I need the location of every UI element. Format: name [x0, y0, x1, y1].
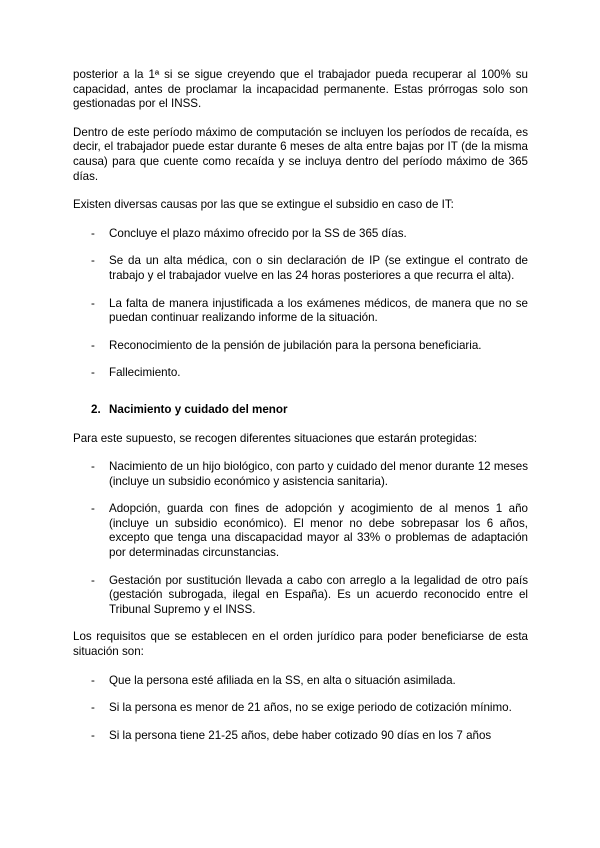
bullet-dash: -: [91, 673, 95, 687]
paragraph-protected-situations: Para este supuesto, se recogen diferentes situaciones que estarán protegidas:: [73, 431, 478, 445]
bullet-dash: -: [91, 728, 95, 742]
list-item-text: Nacimiento de un hijo biológico, con parto y cuidado del menor durante 12 meses (incluye un subsidio económico y asistencia sanitaria).: [109, 460, 528, 488]
bullet-dash: -: [91, 502, 95, 516]
list-item-text: La falta de manera injustificada a los exámenes médicos, de manera que no se puedan continuar realizando informe de la situación.: [109, 296, 528, 325]
section-number: 2.: [91, 402, 101, 416]
list-item: [73, 254, 528, 283]
list-item-text: Si la persona es menor de 21 años, no se exige periodo de cotización mínimo.: [109, 701, 512, 715]
section-title: Nacimiento y cuidado del menor: [109, 402, 288, 416]
paragraph-extinction-causes: Existen diversas causas por las que se extingue el subsidio en caso de IT:: [73, 198, 454, 212]
list-item-text: Si la persona tiene 21-25 años, debe haber cotizado 90 días en los 7 años: [109, 728, 492, 742]
requirements-list: [73, 674, 528, 744]
list-item: [73, 729, 528, 744]
paragraph-recovery: posterior a la 1ª si se sigue creyendo que el trabajador pueda recuperar al 100% su capacidad, antes de proclamar la incapacidad permanente. Estas prórrogas solo son gestionadas por el INSS.: [73, 68, 528, 111]
bullet-dash: -: [91, 460, 95, 474]
list-item: [73, 366, 528, 381]
bullet-dash: -: [91, 701, 95, 715]
list-item: [73, 460, 528, 489]
bullet-dash: -: [91, 254, 95, 268]
bullet-dash: -: [91, 226, 95, 240]
paragraph-computation-period: Dentro de este período máximo de computación se incluyen los períodos de recaída, es decir, el trabajador puede estar durante 6 meses de alta entre bajas por IT (de la misma causa) para que cuente como recaída y se incluya dentro del período máximo de 365 días.: [73, 125, 528, 183]
section-heading: [73, 403, 528, 418]
list-item: [73, 674, 528, 689]
list-item-text: Concluye el plazo máximo ofrecido por la SS de 365 días.: [109, 226, 407, 240]
list-item-text: Se da un alta médica, con o sin declaración de IP (se extingue el contrato de trabajo y el trabajador vuelve en las 24 horas posteriores a que recurra el alta).: [109, 254, 528, 282]
bullet-dash: -: [91, 366, 95, 380]
list-item: [73, 701, 528, 716]
list-item: [73, 297, 528, 326]
list-item-text: Reconocimiento de la pensión de jubilación para la persona beneficiaria.: [109, 338, 482, 352]
bullet-dash: -: [91, 573, 95, 587]
list-item: [73, 339, 528, 354]
bullet-dash: -: [91, 296, 95, 310]
list-item-text: Que la persona esté afiliada en la SS, en alta o situación asimilada.: [109, 673, 456, 687]
list-item: [73, 227, 528, 242]
list-item: [73, 502, 528, 560]
protected-situations-list: [73, 460, 528, 617]
paragraph-requirements: Los requisitos que se establecen en el orden jurídico para poder beneficiarse de esta situación son:: [73, 630, 528, 659]
document-page: [73, 68, 528, 756]
list-item-text: Gestación por sustitución llevada a cabo con arreglo a la legalidad de otro país (gestación subrogada, ilegal en España). Es un acuerdo reconocido entre el Tribunal Supremo y el INSS.: [109, 573, 528, 616]
bullet-dash: -: [91, 338, 95, 352]
extinction-causes-list: [73, 227, 528, 381]
list-item-text: Fallecimiento.: [109, 366, 181, 380]
list-item: [73, 574, 528, 618]
list-item-text: Adopción, guarda con fines de adopción y acogimiento de al menos 1 año (incluye un subsidio económico). El menor no debe sobrepasar los 6 años, excepto que tenga una discapacidad mayor al 33% o problemas de adaptación por determinadas circunstancias.: [109, 502, 528, 560]
